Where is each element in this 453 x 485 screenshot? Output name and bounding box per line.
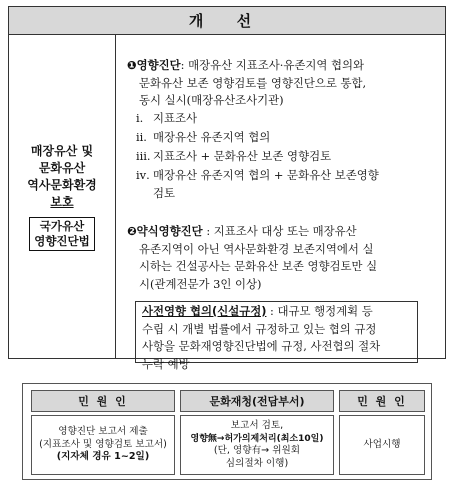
item-marker: ❶ (127, 58, 137, 72)
item-impact-diagnosis (127, 57, 437, 110)
list-number: ⅳ. (136, 168, 150, 182)
prior-text: 수립 시 개별 법률에서 규정하고 있는 협의 규정 (142, 321, 377, 336)
flow-text: (지표조사 및 영향검토 보고서) (39, 438, 167, 450)
flow-text: 영향진단 보고서 제출 (58, 426, 148, 438)
content-cell (118, 35, 445, 371)
category-line: 문화유산 (38, 160, 86, 175)
prior-text: : 대규모 행정계획 등 (270, 304, 373, 318)
flow-text: 사업시행 (363, 438, 401, 450)
list-text: 매장유산 유존지역 협의 (153, 130, 271, 144)
category-line: 매장유산 및 (30, 143, 94, 158)
item-text: 문화유산 보존 영향검토를 영향진단으로 통합, (139, 75, 367, 90)
category-line: 보호 (50, 194, 74, 209)
prior-consultation-box (135, 301, 418, 371)
flow-text: 영향無→허가의제처리(최소10일) (190, 433, 324, 444)
flow-step-submit (31, 415, 175, 475)
prior-title: 사전영향 협의(신설규정) (142, 304, 267, 318)
item-text: 시(관계전문가 3인 이상) (139, 276, 262, 291)
list-number: ⅰ. (136, 111, 144, 125)
category-title (15, 143, 110, 211)
category-line: 역사문화환경 (27, 177, 97, 192)
flow-header-applicant: 민 원 인 (31, 390, 175, 412)
prior-text: 사항을 문화재영향진단법에 규정, 사전협의 절차 (142, 339, 381, 353)
law-name-line: 영향진단법 (34, 233, 90, 248)
list-text: 검토 (153, 185, 176, 200)
table-header: 개 선 (9, 7, 445, 35)
item-text: 유존지역이 아닌 역사문화환경 보존지역에서 실 (139, 241, 374, 256)
list-number: ⅲ. (136, 149, 151, 163)
list-number: ⅱ. (136, 130, 147, 144)
list-text: 지표조사 (153, 111, 198, 125)
law-name-box (29, 217, 95, 251)
item-text: : 지표조사 대상 또는 매장유산 (206, 224, 357, 238)
flow-text: 심의절차 이행) (225, 457, 289, 469)
item-simplified-diagnosis (127, 223, 437, 293)
item-text: 시하는 건설공사는 문화유산 보존 영향검토만 실 (139, 259, 378, 273)
item-text: : 매장유산 지표조사·유존지역 협의와 (180, 58, 365, 72)
list-item (136, 167, 437, 202)
list-text: 매장유산 유존지역 협의 + 문화유산 보존영향 (153, 168, 379, 182)
flow-step-execute (339, 415, 425, 475)
list-text: 지표조사 + 문화유산 보존 영향검토 (153, 149, 332, 163)
item-title: 약식영향진단 (136, 224, 203, 238)
item-text: 동시 실시(매장유산조사기관) (139, 93, 284, 107)
list-item (136, 110, 437, 128)
flow-text: (단, 영향有→ 위원회 (213, 445, 301, 456)
item-marker: ❷ (127, 224, 137, 238)
prior-text: 누락 예방 (142, 356, 190, 371)
item-title: 영향진단 (136, 58, 181, 72)
flow-text: 보고서 검토, (230, 420, 284, 431)
flow-step-review (180, 415, 334, 475)
flow-text: (지자체 경유 1~2일) (56, 451, 150, 463)
improvement-table (8, 6, 446, 371)
law-name-line: 국가유산 (39, 218, 85, 233)
list-item (136, 148, 437, 166)
category-cell (9, 35, 116, 358)
list-item (136, 129, 437, 147)
process-flow (22, 383, 432, 480)
flow-header-applicant: 민 원 인 (339, 390, 425, 412)
flow-header-agency: 문화재청(전담부서) (180, 390, 334, 412)
